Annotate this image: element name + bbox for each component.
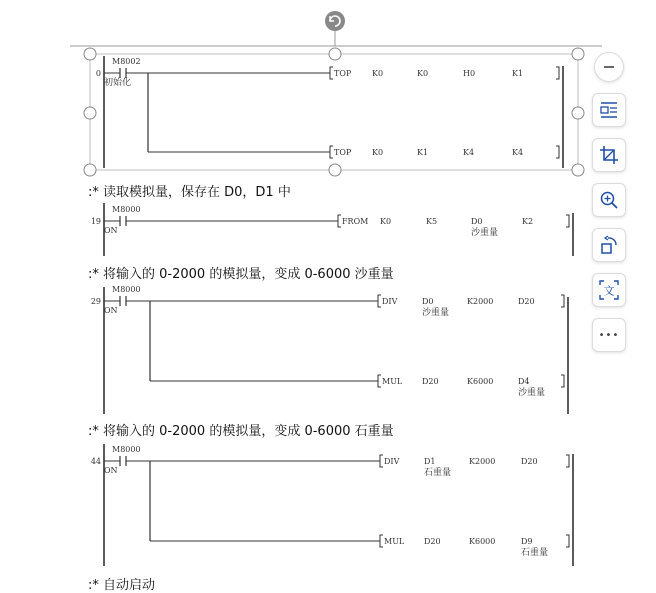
instruction-operand: D20 xyxy=(422,377,439,386)
instruction-bracket-right xyxy=(566,215,569,227)
translate-icon xyxy=(598,279,620,301)
instruction-bracket-right xyxy=(561,295,564,307)
resize-handle[interactable] xyxy=(572,107,584,119)
contact-comment: ON xyxy=(104,466,118,475)
step-number: 44 xyxy=(90,457,101,466)
instruction-operand: K0 xyxy=(417,69,429,78)
comment-stone-weight: :* 将输入的 0-2000 的模拟量，变成 0-6000 石重量 xyxy=(88,424,394,439)
image-toolbar xyxy=(592,52,628,363)
comment-sand-weight: :* 将输入的 0-2000 的模拟量，变成 0-6000 沙重量 xyxy=(88,267,394,282)
instruction-operand: K0 xyxy=(380,217,392,226)
instruction-opcode: DIV xyxy=(382,297,398,306)
resize-handle[interactable] xyxy=(329,164,341,176)
translate-button[interactable] xyxy=(592,273,626,307)
text-wrap-icon xyxy=(599,101,619,119)
instruction-operand: K1 xyxy=(512,69,524,78)
operand-comment: 石重量 xyxy=(521,548,549,558)
collapse-button[interactable] xyxy=(594,52,624,82)
resize-handle[interactable] xyxy=(84,48,96,60)
instruction-opcode: MUL xyxy=(382,377,403,386)
operand-comment: 沙重量 xyxy=(518,388,546,398)
instruction-operand: D20 xyxy=(518,297,535,306)
instruction-opcode: TOP xyxy=(334,148,352,157)
instruction-operand: K4 xyxy=(512,148,524,157)
instruction-operand: D20 xyxy=(424,537,441,546)
rotate-handle[interactable] xyxy=(325,11,345,31)
step-number: 0 xyxy=(95,69,101,78)
rotate-button[interactable] xyxy=(592,228,626,262)
operand-comment: 沙重量 xyxy=(471,228,499,238)
instruction-operand: D0 xyxy=(422,297,434,306)
instruction-operand: K2000 xyxy=(469,457,496,466)
instruction-bracket-right xyxy=(556,146,559,158)
resize-handle[interactable] xyxy=(84,164,96,176)
instruction-operand: K5 xyxy=(426,217,438,226)
instruction-operand: D0 xyxy=(471,217,483,226)
instruction-operand: D1 xyxy=(424,457,436,466)
text-wrap-button[interactable] xyxy=(592,93,626,127)
zoom-in-icon xyxy=(599,190,619,210)
contact-address: M8000 xyxy=(112,445,141,454)
instruction-operand: D4 xyxy=(518,377,530,386)
operand-comment: 石重量 xyxy=(424,468,452,478)
resize-handle[interactable] xyxy=(84,107,96,119)
instruction-operand: K2000 xyxy=(467,297,494,306)
instruction-operand: K2 xyxy=(522,217,534,226)
contact-address: M8002 xyxy=(112,57,141,66)
ladder-rung xyxy=(91,205,569,238)
instruction-operand: K0 xyxy=(372,69,384,78)
contact-comment: ON xyxy=(104,306,118,315)
instruction-bracket-left xyxy=(330,67,333,79)
instruction-operand: D20 xyxy=(521,457,538,466)
contact-address: M8000 xyxy=(112,285,141,294)
resize-handle[interactable] xyxy=(572,48,584,60)
more-button[interactable] xyxy=(592,318,626,352)
instruction-operand: K6000 xyxy=(469,537,496,546)
ladder-rung xyxy=(96,57,559,158)
instruction-bracket-right xyxy=(556,67,559,79)
rotate-icon xyxy=(599,235,619,255)
instruction-bracket-left xyxy=(330,146,333,158)
instruction-operand: K0 xyxy=(372,148,384,157)
instruction-opcode: TOP xyxy=(334,69,352,78)
ladder-rung xyxy=(91,285,564,398)
instruction-opcode: DIV xyxy=(384,457,400,466)
instruction-bracket-left xyxy=(378,295,381,307)
instruction-opcode: MUL xyxy=(384,537,405,546)
contact-comment: 初始化 xyxy=(104,78,132,88)
contact-address: M8000 xyxy=(112,205,141,214)
instruction-operand: K4 xyxy=(463,148,475,157)
instruction-bracket-right xyxy=(566,455,569,467)
instruction-bracket-left xyxy=(378,375,381,387)
crop-icon xyxy=(599,145,619,165)
instruction-operand: H0 xyxy=(463,69,476,78)
instruction-bracket-right xyxy=(566,535,569,547)
step-number: 29 xyxy=(90,297,101,306)
instruction-bracket-left xyxy=(380,535,383,547)
contact-comment: ON xyxy=(104,226,118,235)
resize-handle[interactable] xyxy=(329,48,341,60)
resize-handle[interactable] xyxy=(572,164,584,176)
instruction-bracket-left xyxy=(338,215,341,227)
more-icon: ••• xyxy=(598,329,620,341)
image-selection-frame[interactable] xyxy=(70,11,602,170)
instruction-operand: K6000 xyxy=(467,377,494,386)
minus-icon xyxy=(602,60,616,74)
step-number: 19 xyxy=(90,217,101,226)
crop-button[interactable] xyxy=(592,138,626,172)
operand-comment: 沙重量 xyxy=(422,308,450,318)
comment-auto-start: :* 自动启动 xyxy=(88,578,156,593)
svg-text:文: 文 xyxy=(603,284,615,298)
comment-read-analog: :* 读取模拟量，保存在 D0，D1 中 xyxy=(88,185,291,200)
ladder-rung xyxy=(91,445,569,558)
instruction-bracket-right xyxy=(561,375,564,387)
instruction-bracket-left xyxy=(380,455,383,467)
instruction-opcode: FROM xyxy=(342,217,369,226)
instruction-operand: K1 xyxy=(417,148,429,157)
zoom-in-button[interactable] xyxy=(592,183,626,217)
instruction-operand: D9 xyxy=(521,537,533,546)
